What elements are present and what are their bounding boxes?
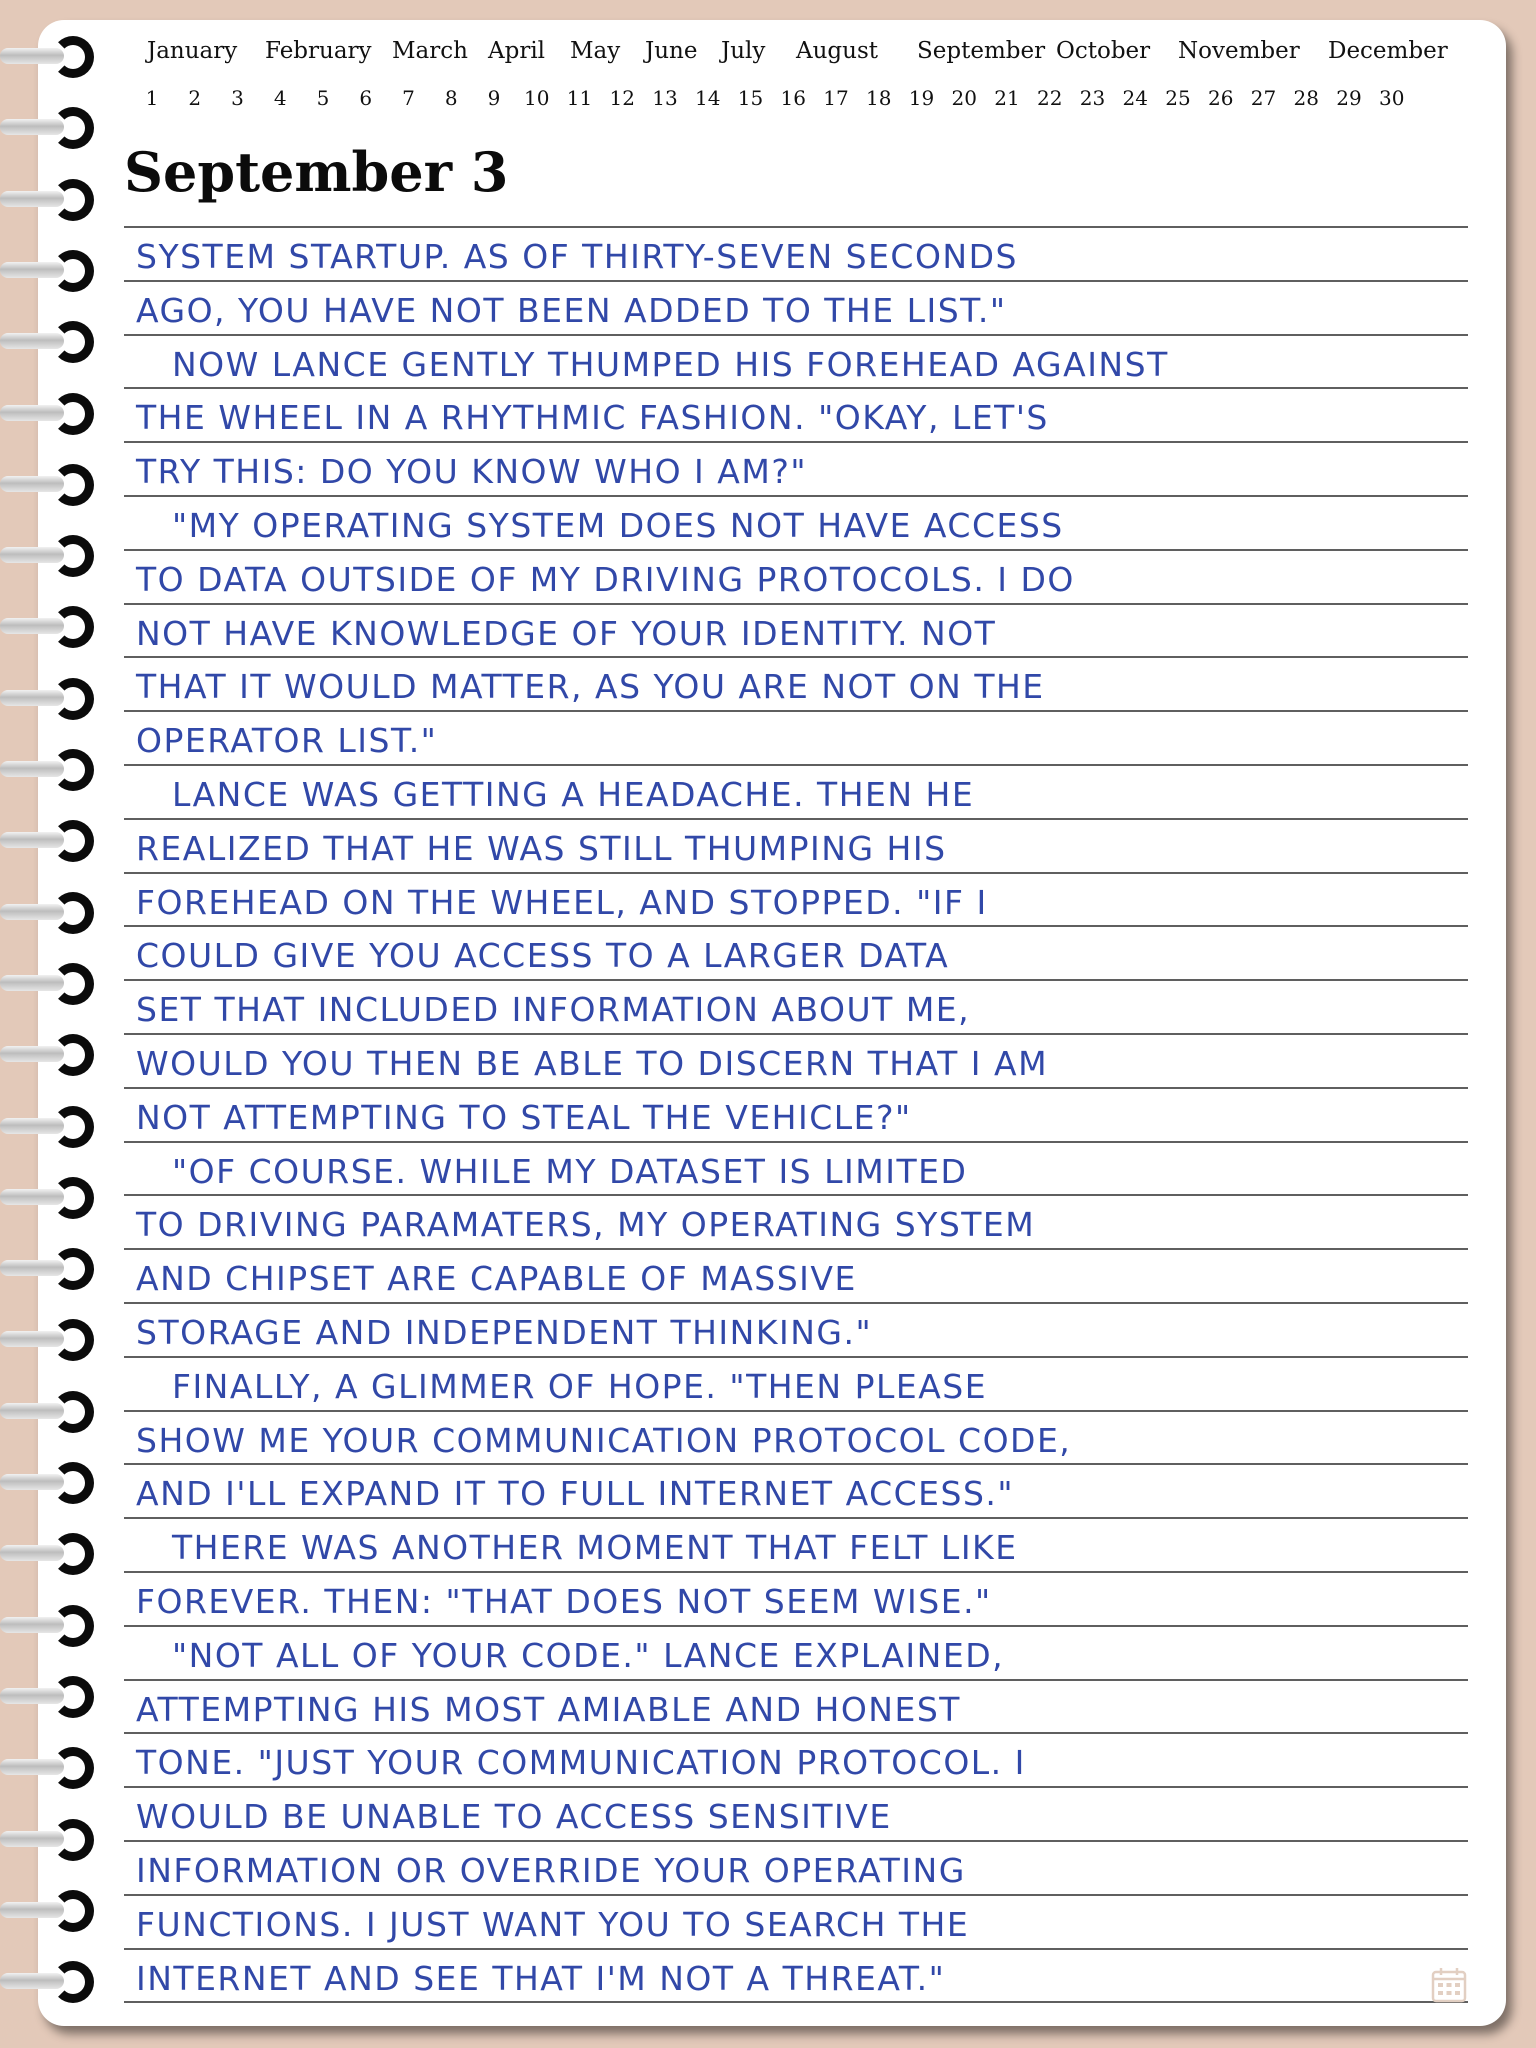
handwritten-line: THERE WAS ANOTHER MOMENT THAT FELT LIKE bbox=[136, 1528, 1018, 1568]
handwritten-line: SYSTEM STARTUP. AS OF THIRTY-SEVEN SECONDS bbox=[136, 237, 1018, 276]
handwritten-line: INTERNET AND SEE THAT I'M NOT A THREAT." bbox=[136, 1958, 946, 1998]
day-link-1[interactable]: 1 bbox=[145, 86, 159, 110]
handwritten-line: "NOT ALL OF YOUR CODE." LANCE EXPLAINED, bbox=[136, 1635, 1005, 1675]
month-tab-august[interactable]: August bbox=[796, 38, 879, 64]
day-link-5[interactable]: 5 bbox=[316, 86, 330, 110]
spiral-ring bbox=[0, 464, 96, 504]
spiral-ring bbox=[0, 963, 96, 1003]
day-link-24[interactable]: 24 bbox=[1122, 86, 1148, 110]
handwritten-line: NOT ATTEMPTING TO STEAL THE VEHICLE?" bbox=[136, 1097, 912, 1137]
day-link-8[interactable]: 8 bbox=[444, 86, 458, 110]
day-link-17[interactable]: 17 bbox=[823, 86, 849, 110]
month-tab-december[interactable]: December bbox=[1328, 38, 1448, 64]
spiral-ring bbox=[0, 1605, 96, 1645]
handwritten-line: INFORMATION OR OVERRIDE YOUR OPERATING bbox=[136, 1850, 966, 1890]
day-link-28[interactable]: 28 bbox=[1293, 86, 1319, 110]
handwritten-line: SET THAT INCLUDED INFORMATION ABOUT ME, bbox=[136, 990, 971, 1030]
ruled-line bbox=[124, 226, 1468, 228]
handwritten-line: "OF COURSE. WHILE MY DATASET IS LIMITED bbox=[136, 1151, 968, 1191]
spiral-ring bbox=[0, 1890, 96, 1930]
handwritten-line: FUNCTIONS. I JUST WANT YOU TO SEARCH THE bbox=[136, 1904, 970, 1944]
month-tab-february[interactable]: February bbox=[265, 38, 372, 64]
month-tab-september[interactable]: September bbox=[917, 38, 1046, 64]
spiral-ring bbox=[0, 321, 96, 361]
day-link-26[interactable]: 26 bbox=[1208, 86, 1234, 110]
handwritten-line: FOREHEAD ON THE WHEEL, AND STOPPED. "IF I bbox=[136, 882, 988, 922]
spiral-ring bbox=[0, 1961, 96, 2001]
spiral-ring bbox=[0, 1391, 96, 1431]
day-link-27[interactable]: 27 bbox=[1250, 86, 1277, 110]
spiral-ring bbox=[0, 250, 96, 290]
page-title: September 3 bbox=[124, 140, 509, 204]
day-navigation bbox=[147, 86, 1447, 112]
handwritten-line: OPERATOR LIST." bbox=[136, 721, 438, 761]
handwritten-line: TO DATA OUTSIDE OF MY DRIVING PROTOCOLS. I DO bbox=[136, 559, 1075, 599]
handwritten-line: FOREVER. THEN: "THAT DOES NOT SEEM WISE." bbox=[136, 1581, 992, 1621]
handwritten-line: THE WHEEL IN A RHYTHMIC FASHION. "OKAY, LET'S bbox=[136, 398, 1049, 438]
day-link-11[interactable]: 11 bbox=[566, 86, 593, 110]
spiral-ring bbox=[0, 179, 96, 219]
handwritten-line: NOT HAVE KNOWLEDGE OF YOUR IDENTITY. NOT bbox=[136, 613, 997, 653]
spiral-ring bbox=[0, 1462, 96, 1502]
month-tab-january[interactable]: January bbox=[147, 38, 238, 64]
day-link-2[interactable]: 2 bbox=[188, 86, 202, 110]
day-link-29[interactable]: 29 bbox=[1336, 86, 1362, 110]
day-link-18[interactable]: 18 bbox=[866, 86, 892, 110]
spiral-ring bbox=[0, 749, 96, 789]
day-link-25[interactable]: 25 bbox=[1165, 86, 1191, 110]
day-link-22[interactable]: 22 bbox=[1037, 86, 1063, 110]
month-tab-april[interactable]: April bbox=[488, 38, 546, 64]
handwritten-line: COULD GIVE YOU ACCESS TO A LARGER DATA bbox=[136, 936, 950, 976]
spiral-ring bbox=[0, 1177, 96, 1217]
calendar-icon[interactable] bbox=[1430, 1966, 1468, 2004]
day-link-9[interactable]: 9 bbox=[487, 86, 501, 110]
spiral-ring bbox=[0, 107, 96, 147]
month-tab-july[interactable]: July bbox=[721, 38, 766, 64]
handwritten-line: WOULD BE UNABLE TO ACCESS SENSITIVE bbox=[136, 1797, 892, 1837]
handwritten-line: AGO, YOU HAVE NOT BEEN ADDED TO THE LIST." bbox=[136, 290, 1007, 330]
spiral-ring bbox=[0, 1248, 96, 1288]
handwritten-line: "MY OPERATING SYSTEM DOES NOT HAVE ACCESS bbox=[136, 505, 1064, 545]
handwritten-line: FINALLY, A GLIMMER OF HOPE. "THEN PLEASE bbox=[136, 1366, 988, 1406]
journal-entry-text bbox=[136, 230, 1476, 2005]
day-link-16[interactable]: 16 bbox=[780, 86, 806, 110]
day-link-15[interactable]: 15 bbox=[737, 86, 764, 110]
spiral-ring bbox=[0, 1106, 96, 1146]
spiral-ring bbox=[0, 1819, 96, 1859]
spiral-ring bbox=[0, 606, 96, 646]
day-link-7[interactable]: 7 bbox=[402, 86, 415, 110]
handwritten-line: ATTEMPTING HIS MOST AMIABLE AND HONEST bbox=[136, 1689, 961, 1729]
handwritten-line: AND I'LL EXPAND IT TO FULL INTERNET ACCESS." bbox=[136, 1474, 1015, 1514]
day-link-13[interactable]: 13 bbox=[652, 86, 678, 110]
month-tab-november[interactable]: November bbox=[1178, 38, 1300, 64]
day-link-23[interactable]: 23 bbox=[1079, 86, 1106, 110]
day-link-12[interactable]: 12 bbox=[609, 86, 635, 110]
month-tab-march[interactable]: March bbox=[392, 38, 468, 64]
handwritten-line: AND CHIPSET ARE CAPABLE OF MASSIVE bbox=[136, 1259, 857, 1299]
handwritten-line: STORAGE AND INDEPENDENT THINKING." bbox=[136, 1312, 873, 1352]
month-tab-june[interactable]: June bbox=[645, 38, 698, 64]
handwritten-line: TRY THIS: DO YOU KNOW WHO I AM?" bbox=[136, 452, 808, 492]
handwritten-line: WOULD YOU THEN BE ABLE TO DISCERN THAT I AM bbox=[136, 1043, 1049, 1083]
month-tab-october[interactable]: October bbox=[1056, 38, 1151, 64]
spiral-ring bbox=[0, 1319, 96, 1359]
day-link-14[interactable]: 14 bbox=[695, 86, 721, 110]
handwritten-line: REALIZED THAT HE WAS STILL THUMPING HIS bbox=[136, 828, 947, 868]
month-navigation bbox=[147, 38, 1447, 68]
handwritten-line: NOW LANCE GENTLY THUMPED HIS FOREHEAD AGAINST bbox=[136, 344, 1169, 384]
day-link-30[interactable]: 30 bbox=[1379, 86, 1405, 110]
handwritten-line: SHOW ME YOUR COMMUNICATION PROTOCOL CODE, bbox=[136, 1420, 1072, 1460]
spiral-ring bbox=[0, 820, 96, 860]
spiral-ring bbox=[0, 1533, 96, 1573]
day-link-4[interactable]: 4 bbox=[273, 86, 287, 110]
handwritten-line: TONE. "JUST YOUR COMMUNICATION PROTOCOL. I bbox=[136, 1743, 1026, 1783]
day-link-20[interactable]: 20 bbox=[951, 86, 977, 110]
day-link-6[interactable]: 6 bbox=[359, 86, 373, 110]
day-link-3[interactable]: 3 bbox=[231, 86, 244, 110]
spiral-ring bbox=[0, 1676, 96, 1716]
handwritten-line: THAT IT WOULD MATTER, AS YOU ARE NOT ON THE bbox=[136, 667, 1045, 707]
spiral-ring bbox=[0, 36, 96, 76]
spiral-ring bbox=[0, 1747, 96, 1787]
spiral-ring bbox=[0, 892, 96, 932]
spiral-binding bbox=[0, 0, 100, 2048]
spiral-ring bbox=[0, 1034, 96, 1074]
day-link-10[interactable]: 10 bbox=[524, 86, 550, 110]
spiral-ring bbox=[0, 678, 96, 718]
handwritten-line: LANCE WAS GETTING A HEADACHE. THEN HE bbox=[136, 774, 975, 814]
day-link-19[interactable]: 19 bbox=[908, 86, 935, 110]
month-tab-may[interactable]: May bbox=[570, 38, 621, 64]
spiral-ring bbox=[0, 535, 96, 575]
handwritten-line: TO DRIVING PARAMATERS, MY OPERATING SYSTEM bbox=[136, 1205, 1036, 1245]
spiral-ring bbox=[0, 393, 96, 433]
day-link-21[interactable]: 21 bbox=[994, 86, 1020, 110]
